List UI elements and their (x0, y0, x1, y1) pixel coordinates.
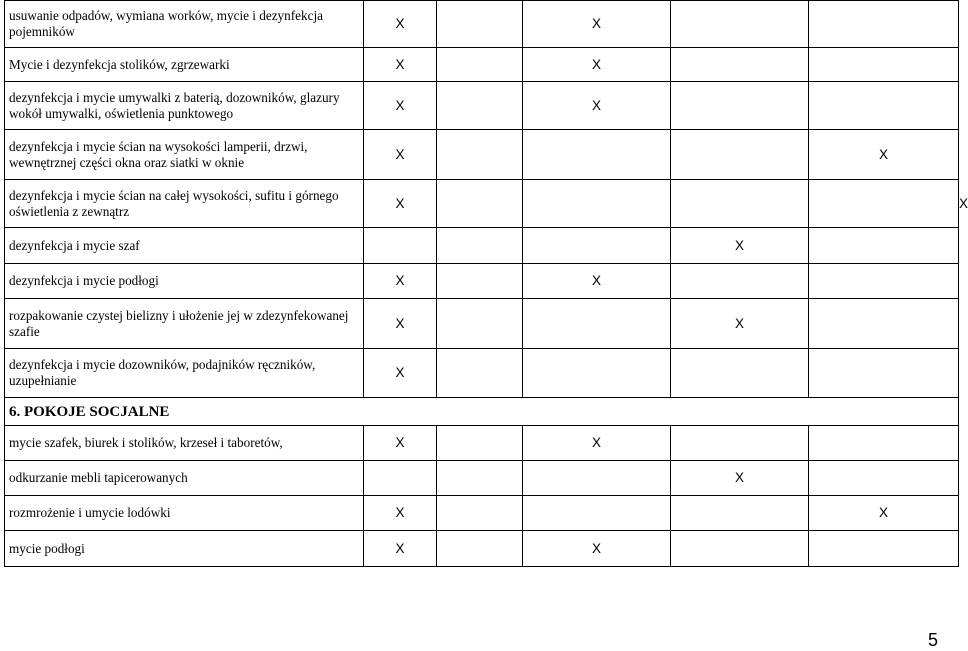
task-cell: Mycie i dezynfekcja stolików, zgrzewarki (5, 48, 364, 82)
frequency-mark-cell (437, 130, 523, 180)
table-row (5, 1, 959, 48)
frequency-mark-cell (671, 531, 809, 567)
frequency-mark-cell: X (364, 531, 437, 567)
task-cell: dezynfekcja i mycie szaf (5, 228, 364, 264)
task-cell: dezynfekcja i mycie dozowników, podajników ręczników, uzupełnianie (5, 349, 364, 398)
frequency-mark-cell (671, 48, 809, 82)
table-row (5, 461, 959, 496)
frequency-mark-cell (671, 180, 809, 228)
frequency-mark-cell: X (523, 531, 671, 567)
table-row (5, 264, 959, 299)
task-cell: dezynfekcja i mycie umywalki z baterią, dozowników, glazury wokół umywalki, oświetlenia punktowego (5, 82, 364, 130)
frequency-mark-cell: X (523, 82, 671, 130)
frequency-mark-cell (671, 349, 809, 398)
frequency-mark-cell (523, 496, 671, 531)
task-cell: usuwanie odpadów, wymiana worków, mycie i dezynfekcja pojemników (5, 1, 364, 48)
frequency-mark-cell (809, 1, 959, 48)
frequency-mark-cell (671, 496, 809, 531)
frequency-mark-cell: X (809, 130, 959, 180)
frequency-mark-cell: X (364, 180, 437, 228)
frequency-mark-cell: X (523, 264, 671, 299)
frequency-mark-cell: X (809, 496, 959, 531)
frequency-mark-cell (809, 461, 959, 496)
page-number: 5 (927, 630, 938, 650)
frequency-mark-cell (671, 264, 809, 299)
frequency-mark-cell (809, 48, 959, 82)
frequency-mark-cell (437, 496, 523, 531)
frequency-mark-cell (523, 180, 671, 228)
frequency-mark-cell (437, 48, 523, 82)
table-row (5, 82, 959, 130)
task-cell: mycie podłogi (5, 531, 364, 567)
frequency-mark-cell (809, 264, 959, 299)
frequency-mark-cell: X (364, 496, 437, 531)
frequency-mark-cell: X (364, 48, 437, 82)
frequency-mark-cell: X (364, 1, 437, 48)
section-title: 6. POKOJE SOCJALNE (5, 398, 959, 426)
table-row (5, 426, 959, 461)
frequency-mark-cell: X (364, 130, 437, 180)
frequency-mark-cell: X (364, 426, 437, 461)
frequency-mark-cell (364, 228, 437, 264)
frequency-mark-cell: X (364, 299, 437, 349)
frequency-mark-cell (809, 299, 959, 349)
table-row (5, 48, 959, 82)
frequency-mark-cell (671, 426, 809, 461)
table-row: dezynfekcja i mycie ścian na całej wysokości, sufitu i górnego oświetlenia z zewnątrz X X (5, 180, 959, 228)
frequency-mark-cell: X (364, 82, 437, 130)
frequency-mark-cell (437, 82, 523, 130)
frequency-mark-cell (809, 349, 959, 398)
frequency-mark-cell (671, 130, 809, 180)
frequency-mark-cell: X (671, 461, 809, 496)
frequency-mark-cell (437, 461, 523, 496)
task-cell: odkurzanie mebli tapicerowanych (5, 461, 364, 496)
frequency-mark-cell (437, 426, 523, 461)
frequency-mark-cell (523, 228, 671, 264)
frequency-mark-cell (364, 461, 437, 496)
frequency-mark-cell (523, 349, 671, 398)
section-header-row (5, 398, 959, 426)
frequency-mark-cell: X (523, 48, 671, 82)
frequency-mark-cell (437, 349, 523, 398)
frequency-mark-cell: X (364, 349, 437, 398)
frequency-mark-cell (437, 228, 523, 264)
frequency-mark-cell (671, 82, 809, 130)
table-row (5, 299, 959, 349)
table-row (5, 349, 959, 398)
task-cell: dezynfekcja i mycie ścian na całej wysokości, sufitu i górnego oświetlenia z zewnątrz (5, 180, 364, 228)
task-cell: dezynfekcja i mycie podłogi (5, 264, 364, 299)
table-row (5, 496, 959, 531)
frequency-mark-cell (437, 299, 523, 349)
frequency-mark-cell (809, 531, 959, 567)
table-row (5, 531, 959, 567)
frequency-mark-cell (523, 299, 671, 349)
frequency-mark-cell (523, 461, 671, 496)
task-cell: mycie szafek, biurek i stolików, krzeseł i taboretów, (5, 426, 364, 461)
frequency-mark-cell (437, 1, 523, 48)
table-row (5, 130, 959, 180)
frequency-mark-cell: X (523, 1, 671, 48)
frequency-mark-cell (809, 426, 959, 461)
frequency-mark-cell (437, 264, 523, 299)
frequency-mark-cell: X (523, 426, 671, 461)
frequency-mark-cell (671, 1, 809, 48)
frequency-mark-cell: X (671, 228, 809, 264)
frequency-mark-cell (809, 82, 959, 130)
frequency-mark-cell: X (364, 264, 437, 299)
frequency-mark-cell (809, 180, 959, 228)
frequency-mark-cell (523, 130, 671, 180)
task-cell: rozmrożenie i umycie lodówki (5, 496, 364, 531)
frequency-mark-cell (437, 180, 523, 228)
frequency-mark-cell (809, 228, 959, 264)
frequency-mark-cell: X (671, 299, 809, 349)
table-row (5, 228, 959, 264)
frequency-mark-cell (437, 531, 523, 567)
task-cell: rozpakowanie czystej bielizny i ułożenie jej w zdezynfekowanej szafie (5, 299, 364, 349)
cleaning-schedule-table (4, 0, 968, 567)
task-cell: dezynfekcja i mycie ścian na wysokości lamperii, drzwi, wewnętrznej części okna oraz siatki w oknie (5, 130, 364, 180)
